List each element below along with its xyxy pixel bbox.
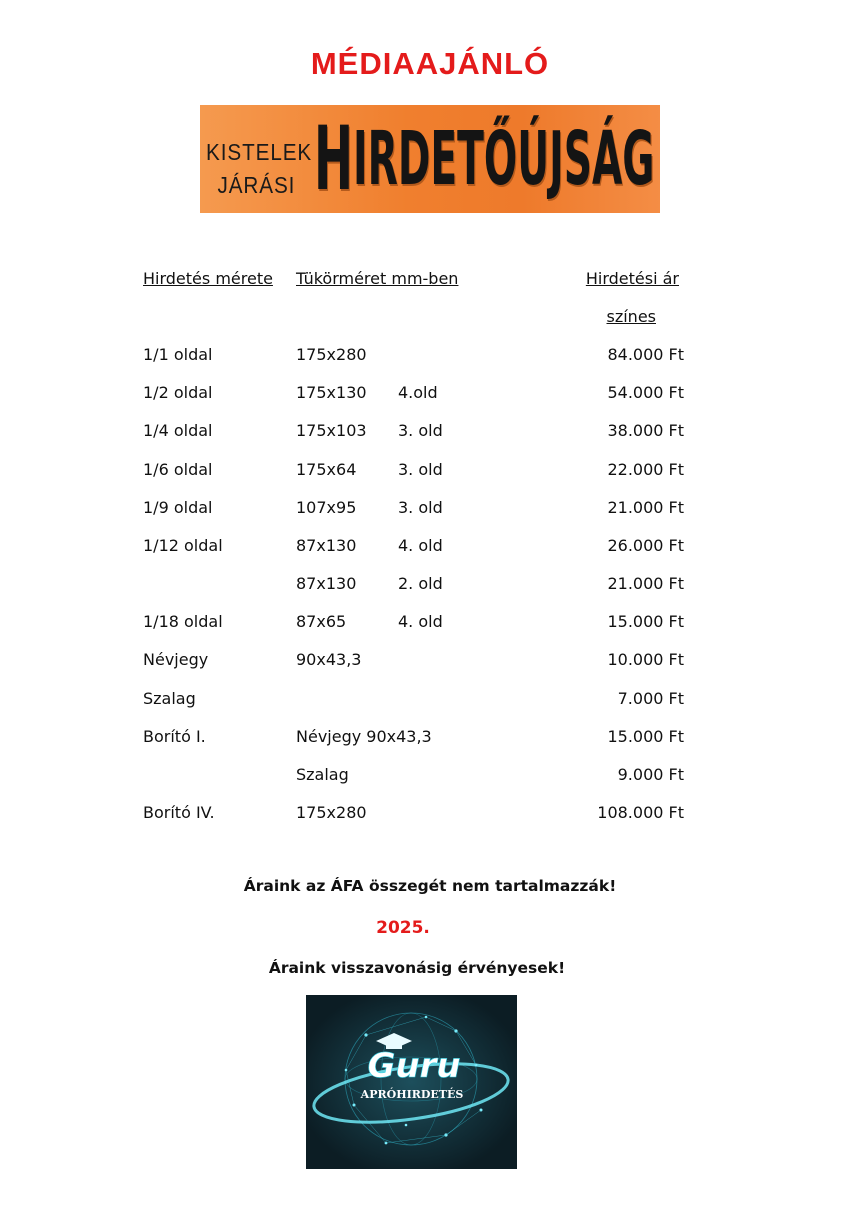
row-dimensions: 107x95 [296,497,357,517]
row-dimensions: 87x130 [296,535,357,555]
row-size [140,565,296,603]
validity-note: Áraink visszavonásig érvényesek! [268,959,566,977]
row-page: 4.old [398,383,438,403]
row-size: Borító IV. [143,803,215,823]
banner-brand-rest: IRDETŐÚJSÁG [353,116,655,202]
row-size: 1/6 oldal [143,459,213,479]
row-dimensions: 87x130 [296,574,357,594]
banner-brand [314,107,655,210]
table-row [140,488,684,526]
banner-line-1: KISTELEK [206,139,313,165]
banner-line-2: JÁRÁSI [217,172,296,198]
vat-note: Áraink az ÁFA összegét nem tartalmazzák! [243,877,617,895]
table-header-row [140,259,684,297]
table-row [140,717,684,755]
banner-brand-initial: H [314,107,354,210]
row-page: 4. old [398,535,443,555]
table-row [140,374,684,412]
row-price: 38.000 Ft [607,421,684,441]
row-dimensions: 90x43,3 [296,650,362,670]
table-row [140,335,684,373]
row-size: 1/4 oldal [143,421,213,441]
row-page: 3. old [398,421,443,441]
header-dimensions: Tükörméret mm-ben [296,268,459,288]
table-row [140,794,684,832]
row-price: 10.000 Ft [607,650,684,670]
row-size: 1/2 oldal [143,383,213,403]
table-row [140,565,684,603]
row-size [140,755,296,793]
row-page: 3. old [398,497,443,517]
row-size: 1/1 oldal [143,344,213,364]
row-price: 21.000 Ft [607,497,684,517]
row-page [398,755,548,793]
row-size: Borító I. [143,726,206,746]
row-price: 7.000 Ft [617,688,684,708]
row-page [398,335,548,373]
row-size: 1/9 oldal [143,497,213,517]
rates-body [140,335,684,831]
table-subheader-row [140,297,684,335]
row-dimensions: 175x103 [296,421,367,441]
banner-region [206,136,313,202]
table-row [140,755,684,793]
row-price: 15.000 Ft [607,612,684,632]
row-dimensions: 87x65 [296,612,347,632]
row-price: 21.000 Ft [607,574,684,594]
table-row [140,679,684,717]
row-dimensions: 175x280 [296,344,367,364]
row-dimensions: Névjegy 90x43,3 [296,726,432,746]
row-dimensions: 175x64 [296,459,357,479]
row-price: 22.000 Ft [607,459,684,479]
table-row [140,526,684,564]
row-price: 84.000 Ft [607,344,684,364]
row-dimensions: 175x130 [296,383,367,403]
header-price: Hirdetési ár [585,268,679,288]
row-price: 15.000 Ft [607,726,684,746]
page-title: MÉDIAAJÁNLÓ [310,46,550,81]
table-row [140,641,684,679]
table-row [140,603,684,641]
row-page [398,679,548,717]
row-page [398,641,548,679]
row-price: 9.000 Ft [617,765,684,785]
logo-subtitle: APRÓHIRDETÉS [360,1088,464,1101]
row-price: 108.000 Ft [597,803,684,823]
year-note: 2025. [376,918,430,938]
subheader-color: színes [606,306,656,326]
row-size: Szalag [143,688,196,708]
row-size: 1/12 oldal [143,535,223,555]
row-dimensions: 175x280 [296,803,367,823]
row-price: 54.000 Ft [607,383,684,403]
row-page: 3. old [398,459,443,479]
row-dimensions: Szalag [296,765,349,785]
rates-table [140,259,684,832]
newspaper-banner [200,105,660,213]
row-page: 4. old [398,612,443,632]
globe-network-icon [306,995,517,1169]
table-row [140,450,684,488]
row-size: Névjegy [143,650,209,670]
table-row [140,412,684,450]
row-page: 2. old [398,574,443,594]
row-size: 1/18 oldal [143,612,223,632]
guru-logo [306,995,517,1169]
row-page [398,794,548,832]
header-size: Hirdetés mérete [143,268,273,288]
row-dimensions [296,679,398,717]
row-price: 26.000 Ft [607,535,684,555]
logo-name: Guru [367,1046,461,1086]
